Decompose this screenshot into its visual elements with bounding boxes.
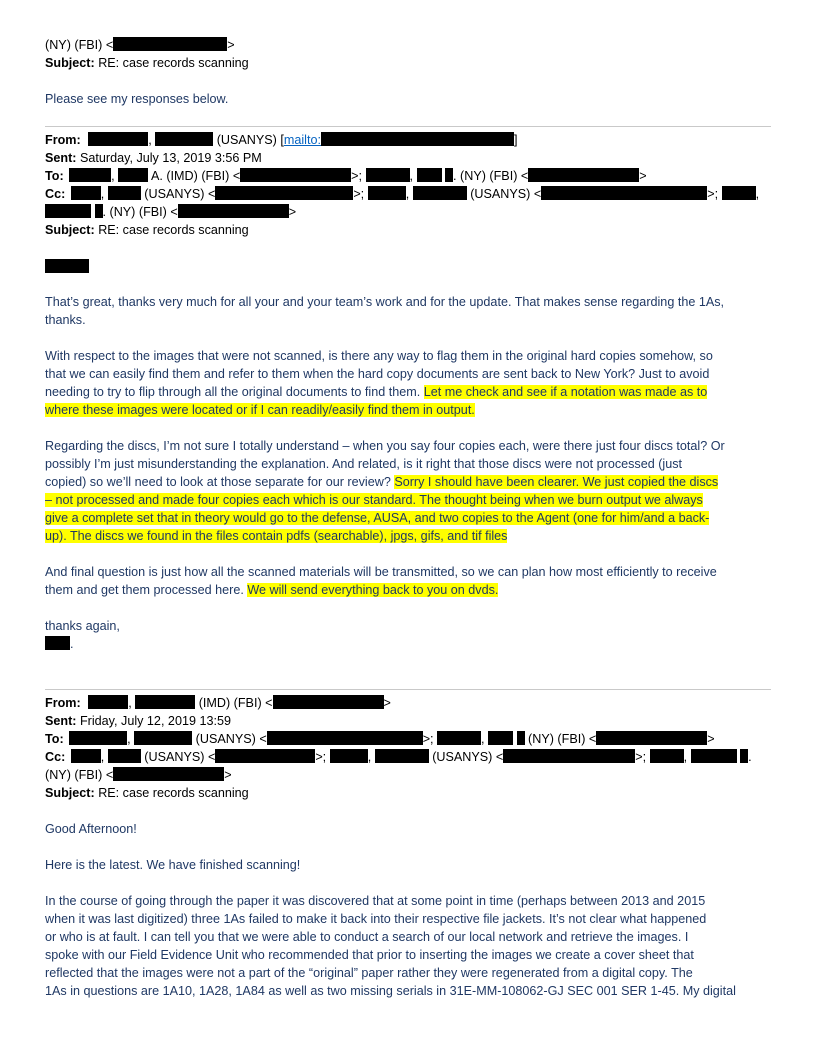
- email1-paragraph-line: needing to try to flip through all the original documents to find them. Let me check and see if a notation was made as to: [45, 385, 708, 399]
- redaction-block: [71, 186, 101, 200]
- highlighted-response: where these images were located or if I can readily/easily find them in output.: [45, 403, 475, 417]
- email2-paragraph-line: Here is the latest. We have finished scanning!: [45, 858, 301, 872]
- redaction-block: [368, 186, 406, 200]
- redaction-block: [596, 731, 707, 745]
- subject-value: RE: case records scanning: [98, 56, 249, 70]
- sent-label: Sent:: [45, 151, 77, 165]
- email1-subject-line: [45, 221, 249, 239]
- subject-value: RE: case records scanning: [98, 223, 249, 237]
- redaction-block: [273, 695, 384, 709]
- to-label: To:: [45, 732, 64, 746]
- email2-paragraph-line: 1As in questions are 1A10, 1A28, 1A84 as well as two missing serials in 31E-MM-108062-GJ SEC 001 SER 1-45. My digital: [45, 984, 736, 998]
- subject-label: Subject:: [45, 56, 95, 70]
- redaction-block: [95, 204, 103, 218]
- email1-paragraph-line: them and get them processed here. We will send everything back to you on dvds.: [45, 583, 499, 597]
- redaction-block: [88, 695, 128, 709]
- cc-label: Cc:: [45, 750, 66, 764]
- redaction-block: [118, 168, 148, 182]
- redaction-block: [108, 186, 141, 200]
- highlighted-response: Let me check and see if a notation was made as to: [423, 385, 708, 399]
- redaction-block: [267, 731, 423, 745]
- email1-paragraph-line: that we can easily find them and refer to them when the hard copy documents are sent back to New York? Just to avoid: [45, 367, 710, 381]
- separator: [45, 689, 771, 690]
- email1-sent-line: [45, 149, 262, 167]
- email2-greeting: Good Afternoon!: [45, 822, 137, 836]
- mailto-link[interactable]: mailto:: [283, 133, 321, 147]
- redaction-block: [215, 749, 315, 763]
- highlighted-response: give a complete set that in theory would go to the defense, AUSA, and two copies to the Agent (one for him/and a back-: [45, 511, 710, 525]
- redaction-block: [541, 186, 707, 200]
- email1-paragraph-line: [45, 527, 507, 545]
- top-from-line: (NY) (FBI) < >: [45, 38, 235, 52]
- redaction-block: [740, 749, 748, 763]
- redaction-block: [88, 132, 148, 146]
- email2-to-line: To: , (USANYS) < >; , (NY) (FBI) < >: [45, 732, 715, 746]
- sent-value: Friday, July 12, 2019 13:59: [79, 714, 231, 728]
- email1-paragraph-line: [45, 509, 709, 527]
- email2-subject-line: [45, 784, 249, 802]
- redaction-block: [113, 37, 227, 51]
- redaction-block: [413, 186, 467, 200]
- email1-paragraph-line: That’s great, thanks very much for all your and your team’s work and for the update. That makes sense regarding the 1As,: [45, 295, 725, 309]
- highlighted-response: – not processed and made four copies each which is our standard. The thought being when we burn output we always: [45, 493, 703, 507]
- email1-paragraph-line: possibly I’m just misunderstanding the explanation. And related, is it right that those discs were not processed (just: [45, 457, 683, 471]
- email2-paragraph-line: In the course of going through the paper it was discovered that at some point in time (perhaps between 2013 and 2015: [45, 894, 706, 908]
- from-label: From:: [45, 696, 81, 710]
- redaction-block: [45, 259, 89, 273]
- subject-label: Subject:: [45, 223, 95, 237]
- email1-cc-line-2: . (NY) (FBI) < >: [45, 203, 296, 221]
- redaction-block: [691, 749, 737, 763]
- email2-cc-line-2: (NY) (FBI) < >: [45, 768, 232, 782]
- highlighted-response: Sorry I should have been clearer. We just copied the discs: [394, 475, 719, 489]
- redaction-block: [417, 168, 442, 182]
- redaction-block: [330, 749, 368, 763]
- redaction-block: [528, 168, 639, 182]
- email1-paragraph-line: copied) so we’ll need to look at those separate for our review? Sorry I should have been clearer. We just copied the discs: [45, 475, 719, 489]
- email1-paragraph-line: And final question is just how all the scanned materials will be transmitted, so we can plan how most efficiently to receive: [45, 565, 717, 579]
- redaction-block: [321, 132, 514, 146]
- email1-signature: .: [45, 635, 74, 653]
- email2-sent-line: [45, 712, 231, 730]
- reply-intro: Please see my responses below.: [45, 92, 229, 106]
- email1-paragraph-line: Regarding the discs, I’m not sure I totally understand – when you say four copies each, were there just four discs total? Or: [45, 439, 725, 453]
- redaction-block: [445, 168, 453, 182]
- redaction-block: [135, 695, 195, 709]
- email2-paragraph-line: when it was last digitized) three 1As failed to make it back into their respective file jackets. It’s not clear what happened: [45, 912, 707, 926]
- highlighted-response: up). The discs we found in the files contain pdfs (searchable), jpgs, gifs, and tif files: [45, 529, 508, 543]
- highlighted-response: We will send everything back to you on dvds.: [247, 583, 499, 597]
- email1-signoff: thanks again,: [45, 619, 120, 633]
- redaction-block: [45, 636, 70, 650]
- redaction-block: [178, 204, 289, 218]
- redaction-block: [69, 168, 111, 182]
- email2-cc-line: Cc: , (USANYS) < >; , (USANYS) < >; , .: [45, 750, 752, 764]
- to-label: To:: [45, 169, 64, 183]
- cc-label: Cc:: [45, 187, 66, 201]
- redaction-block: [722, 186, 756, 200]
- separator: [45, 126, 771, 127]
- email1-cc-line: Cc: , (USANYS) < >; , (USANYS) < >; ,: [45, 187, 760, 201]
- email1-greeting: [45, 258, 89, 276]
- redaction-block: [517, 731, 525, 745]
- redaction-block: [215, 186, 353, 200]
- top-subject-line: [45, 54, 249, 72]
- sent-value: Saturday, July 13, 2019 3:56 PM: [79, 151, 262, 165]
- subject-label: Subject:: [45, 786, 95, 800]
- email2-paragraph-line: reflected that the images were not a part of the “original” paper rather they were regenerated from a digital copy. The: [45, 966, 693, 980]
- redaction-block: [437, 731, 481, 745]
- redaction-block: [375, 749, 429, 763]
- redaction-block: [71, 749, 101, 763]
- redaction-block: [240, 168, 351, 182]
- redaction-block: [134, 731, 192, 745]
- top-from-tail: (NY) (FBI) <: [45, 38, 114, 52]
- redaction-block: [45, 204, 91, 218]
- email2-paragraph-line: or who is at fault. I can tell you that we were able to conduct a search of our local network and retrieve the images. I: [45, 930, 689, 944]
- email2-paragraph-line: spoke with our Field Evidence Unit who recommended that prior to inserting the images we create a cover sheet that: [45, 948, 694, 962]
- email2-from-line: From: , (IMD) (FBI) < >: [45, 696, 391, 710]
- subject-value: RE: case records scanning: [98, 786, 249, 800]
- redaction-block: [113, 767, 224, 781]
- redaction-block: [503, 749, 635, 763]
- from-label: From:: [45, 133, 81, 147]
- email1-paragraph-line: With respect to the images that were not scanned, is there any way to flag them in the original hard copies somehow, so: [45, 349, 713, 363]
- email1-paragraph-line: [45, 491, 703, 509]
- email1-paragraph-line: [45, 401, 475, 419]
- redaction-block: [155, 132, 213, 146]
- redaction-block: [650, 749, 684, 763]
- redaction-block: [69, 731, 127, 745]
- email1-from-line: From: , (USANYS) [mailto: ]: [45, 133, 518, 147]
- email1-to-line: To: , A. (IMD) (FBI) < >; , . (NY) (FBI) < >: [45, 169, 647, 183]
- redaction-block: [108, 749, 141, 763]
- sent-label: Sent:: [45, 714, 77, 728]
- redaction-block: [366, 168, 410, 182]
- email1-paragraph-line: thanks.: [45, 313, 86, 327]
- redaction-block: [488, 731, 513, 745]
